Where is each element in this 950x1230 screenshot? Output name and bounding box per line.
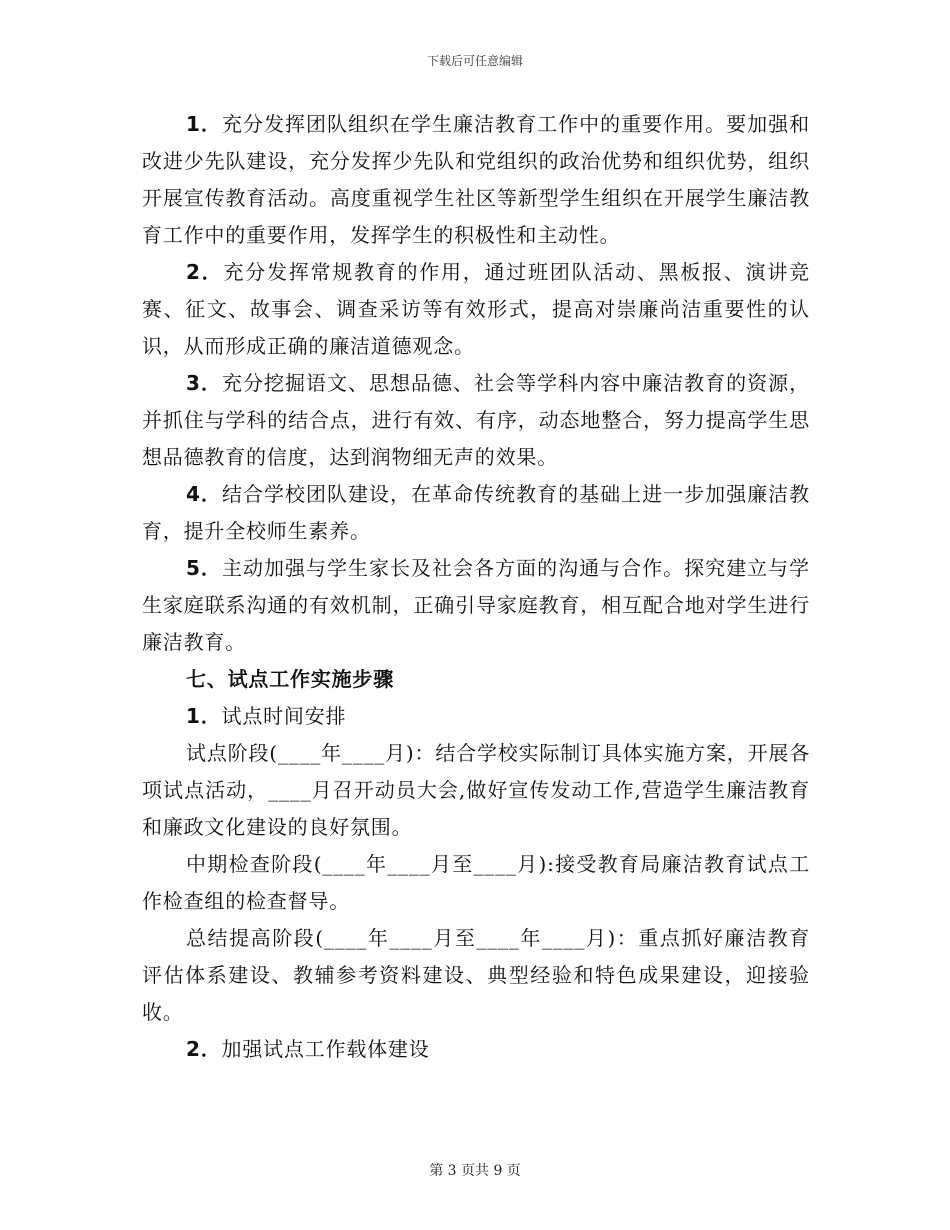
paragraph-2 xyxy=(142,254,810,365)
subheading-number: 1． xyxy=(186,704,222,728)
paragraph-number: 3． xyxy=(186,371,222,395)
paragraph-3 xyxy=(142,365,810,476)
paragraph-number: 1． xyxy=(186,112,222,136)
paragraph-number: 2． xyxy=(186,260,224,284)
paragraph-5 xyxy=(142,550,810,661)
paragraph-midterm-phase xyxy=(142,846,810,920)
subheading-text: 试点时间安排 xyxy=(221,704,347,728)
paragraph-text: 试点阶段(____年____月)：结合学校实际制订具体实施方案，开展各项试点活动，____月召开动员大会,做好宣传发动工作,营造学生廉洁教育和廉政文化建设的良好氛围。 xyxy=(142,741,810,839)
paragraph-text: 中期检查阶段(____年____月至____月):接受教育局廉洁教育试点工作检查组的检查督导。 xyxy=(142,852,810,913)
paragraph-4 xyxy=(142,476,810,550)
paragraph-text: 充分发挥团队组织在学生廉洁教育工作中的重要作用。要加强和改进少先队建设，充分发挥少先队和党组织的政治优势和组织优势，组织开展宣传教育活动。高度重视学生社区等新型学生组织在开展学生廉洁教育工作中的重要作用，发挥学生的积极性和主动性。 xyxy=(142,112,810,247)
paragraph-number: 5． xyxy=(186,556,222,580)
paragraph-1 xyxy=(142,106,810,254)
subheading-2 xyxy=(142,1031,810,1068)
paragraph-text: 充分挖掘语文、思想品德、社会等学科内容中廉洁教育的资源，并抓住与学科的结合点，进行有效、有序，动态地整合，努力提高学生思想品德教育的信度，达到润物细无声的效果。 xyxy=(142,371,810,469)
page-number: 第 3 页共 9 页 xyxy=(429,1163,521,1179)
paragraph-text: 总结提高阶段(____年____月至____年____月)：重点抓好廉洁教育评估体系建设、教辅参考资料建设、典型经验和特色成果建设，迎接验收。 xyxy=(142,926,810,1024)
section-heading xyxy=(142,661,810,698)
heading-text: 七、试点工作实施步骤 xyxy=(186,667,394,691)
paragraph-text: 主动加强与学生家长及社会各方面的沟通与合作。探究建立与学生家庭联系沟通的有效机制，正确引导家庭教育，相互配合地对学生进行廉洁教育。 xyxy=(142,556,810,654)
paragraph-trial-phase xyxy=(142,735,810,846)
paragraph-text: 结合学校团队建设，在革命传统教育的基础上进一步加强廉洁教育，提升全校师生素养。 xyxy=(142,482,810,543)
subheading-text: 加强试点工作载体建设 xyxy=(221,1037,430,1061)
document-body xyxy=(142,106,810,1068)
paragraph-number: 4． xyxy=(186,482,222,506)
subheading-1 xyxy=(142,698,810,735)
subheading-number: 2． xyxy=(186,1037,222,1061)
paragraph-text: 充分发挥常规教育的作用，通过班团队活动、黑板报、演讲竞赛、征文、故事会、调查采访等有效形式，提高对崇廉尚洁重要性的认识，从而形成正确的廉洁道德观念。 xyxy=(142,260,810,358)
paragraph-summary-phase xyxy=(142,920,810,1031)
header-note: 下载后可任意编辑 xyxy=(426,54,523,68)
